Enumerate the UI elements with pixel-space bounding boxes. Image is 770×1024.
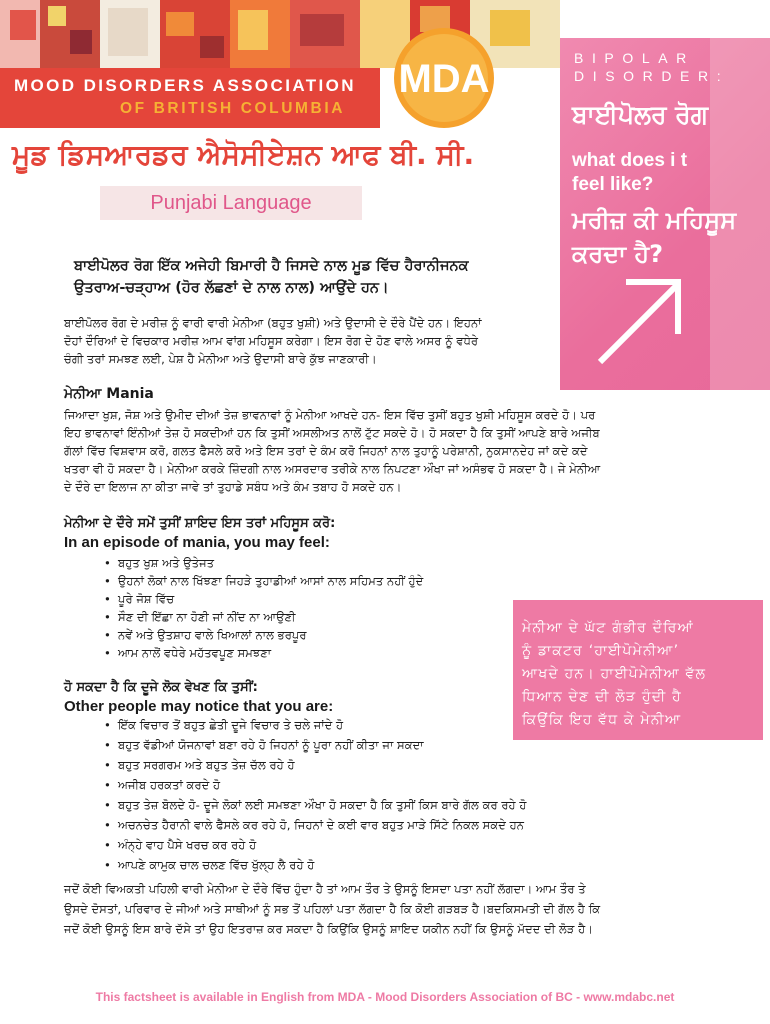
mania-heading: ਮੇਨੀਆ Mania: [64, 386, 154, 402]
bullet-icon: •: [104, 858, 111, 872]
callout-line: ਕਿਉਂਕਿ ਇਹ ਵੱਧ ਕੇ ਮੇਨੀਆ: [522, 712, 682, 728]
callout-line: ਮੇਨੀਆ ਦੇ ਘੱਟ ਗੰਭੀਰ ਦੌਰਿਆਂ: [522, 620, 695, 636]
bullet-icon: •: [104, 718, 111, 732]
mda-logo-text: MDA: [398, 57, 490, 101]
arrow-icon: [590, 270, 690, 370]
footer-note: This factsheet is available in English from MDA - Mood Disorders Association of BC - www.mdabc.net: [95, 990, 675, 1004]
bullet-icon: •: [104, 646, 111, 660]
list-item: ਬਹੁਤ ਖੁਸ਼ ਅਤੇ ਉਤੇਜਤ: [118, 556, 215, 570]
para3-line: ਜਦੋਂ ਕੋਈ ਵਿਅਕਤੀ ਪਹਿਲੀ ਵਾਰੀ ਮੇਨੀਆ ਦੇ ਦੌਰੇ ਵਿੱਚ ਹੁੰਦਾ ਹੈ ਤਾਂ ਆਮ ਤੌਰ ਤੇ ਉਸਨੂੰ ਇਸਦਾ ਪਤਾ ਨਹੀਂ ਲੱਗਦਾ। ਆਮ ਤੌਰ ਤੇ: [64, 882, 586, 896]
para1-line: ਬਾਈਪੋਲਰ ਰੋਗ ਦੇ ਮਰੀਜ਼ ਨੂੰ ਵਾਰੀ ਵਾਰੀ ਮੇਨੀਆ (ਬਹੁਤ ਖੁਸ਼ੀ) ਅਤੇ ਉਦਾਸੀ ਦੇ ਦੌਰੇ ਪੈਂਦੇ ਹਨ। ਇਹਨਾਂ: [64, 316, 482, 330]
para2-line: ਜਿਆਦਾ ਖੁਸ਼, ਜੋਸ਼ ਅਤੇ ਉਮੀਦ ਦੀਆਂ ਤੇਜ਼ ਭਾਵਨਾਵਾਂ ਨੂੰ ਮੇਨੀਆ ਆਖਦੇ ਹਨ- ਇਸ ਵਿੱਚ ਤੁਸੀਂ ਬਹੁਤ ਖੁਸ਼ੀ ਮਹਿਸੂਸ ਕਰਦੇ ਹੋ। ਪਰ: [64, 408, 596, 422]
para3-line: ਉਸਦੇ ਦੋਸਤਾਂ, ਪਰਿਵਾਰ ਦੇ ਜੀਆਂ ਅਤੇ ਸਾਥੀਆਂ ਨੂੰ ਸਭ ਤੋਂ ਪਹਿਲਾਂ ਪਤਾ ਲੱਗਦਾ ਹੈ ਕਿ ਕੋਈ ਗੜਬੜ ਹੈ।ਬਦਕਿਸਮਤੀ ਦੀ ਗੱਲ ਹੈ ਕਿ: [64, 902, 601, 916]
bullet-icon: •: [104, 556, 111, 570]
list-item: ਅਚਨਚੇਤ ਹੈਰਾਨੀ ਵਾਲੇ ਫੈਸਲੇ ਕਰ ਰਹੇ ਹੋ, ਜਿਹਨਾਂ ਦੇ ਕਈ ਵਾਰ ਬਹੁਤ ਮਾੜੇ ਸਿੱਟੇ ਨਿਕਲ ਸਕਦੇ ਹਨ: [118, 818, 524, 832]
para2-line: ਖਤਰਾ ਵੀ ਹੋ ਸਕਦਾ ਹੈ। ਮੇਨੀਆ ਕਰਕੇ ਜ਼ਿੰਦਗੀ ਨਾਲ ਅਸਰਦਾਰ ਤਰੀਕੇ ਨਾਲ ਨਿਪਟਣਾ ਔਖਾ ਜਾਂ ਅਸੰਭਵ ਹੋ ਸਕਦਾ ਹੈ। ਜੇ ਮੇਨੀਆ: [64, 462, 601, 476]
list-item: ਇੱਕ ਵਿਚਾਰ ਤੋਂ ਬਹੁਤ ਛੇਤੀ ਦੂਜੇ ਵਿਚਾਰ ਤੇ ਚਲੇ ਜਾਂਦੇ ਹੋ: [118, 718, 344, 732]
org-name-line2: OF BRITISH COLUMBIA: [120, 100, 346, 117]
para3-line: ਜਦੋਂ ਕੋਈ ਉਸਨੂੰ ਇਸ ਬਾਰੇ ਦੱਸੇ ਤਾਂ ਉਹ ਇਤਰਾਜ਼ ਕਰ ਸਕਦਾ ਹੈ ਕਿਉਂਕਿ ਉਸਨੂੰ ਸ਼ਾਇਦ ਯਕੀਨ ਨਹੀਂ ਕਿ ਉਸਨੂੰ ਮੱਦਦ ਦੀ ਲੋੜ ਹੈ।: [64, 922, 594, 936]
intro-line2: ਉਤਰਾਅ-ਚੜ੍ਹਾਅ (ਹੋਰ ਲੱਛਣਾਂ ਦੇ ਨਾਲ ਨਾਲ) ਆਉਂਦੇ ਹਨ।: [74, 280, 389, 296]
list-item: ਬਹੁਤ ਸਰਗਰਮ ਅਤੇ ਬਹੁਤ ਤੇਜ਼ ਚੱਲ ਰਹੇ ਹੋ: [118, 758, 295, 772]
list-item: ਪੂਰੇ ਜੋਸ਼ ਵਿੱਚ: [118, 592, 175, 606]
bipolar-heading-line1: BIPOLAR: [574, 50, 695, 66]
list-item: ਬਹੁਤ ਵੱਡੀਆਂ ਯੋਜਨਾਵਾਂ ਬਣਾ ਰਹੇ ਹੋ ਜਿਹਨਾਂ ਨੂੰ ਪੂਰਾ ਨਹੀਂ ਕੀਤਾ ਜਾ ਸਕਦਾ: [118, 738, 424, 752]
question-english-line2: feel like?: [572, 174, 654, 195]
list-item: ਸੌਣ ਦੀ ਇੱਛਾ ਨਾ ਹੋਣੀ ਜਾਂ ਨੀਂਦ ਨਾ ਆਉਣੀ: [118, 610, 296, 624]
punjabi-org-title: ਮੂਡ ਡਿਸਆਰਡਰ ਐਸੋਸੀਏਸ਼ਨ ਆਫ ਬੀ. ਸੀ.: [12, 138, 475, 171]
others-heading-english: Other people may notice that you are:: [64, 698, 334, 715]
bullet-icon: •: [104, 574, 111, 588]
question-punjabi-line2: ਕਰਦਾ ਹੈ?: [572, 240, 664, 268]
list-item: ਅਜੀਬ ਹਰਕਤਾਂ ਕਰਦੇ ਹੋ: [118, 778, 221, 792]
callout-line: ਧਿਆਨ ਦੇਣ ਦੀ ਲੋੜ ਹੁੰਦੀ ਹੈ: [522, 689, 682, 705]
bipolar-heading-punjabi: ਬਾਈਪੋਲਰ ਰੋਗ: [572, 100, 709, 129]
para1-line: ਚੰਗੀ ਤਰਾਂ ਸਮਝਣ ਲਈ, ਪੇਸ਼ ਹੈ ਮੇਨੀਆ ਅਤੇ ਉਦਾਸੀ ਬਾਰੇ ਕੁੱਝ ਜਾਣਕਾਰੀ।: [64, 352, 377, 366]
list-item: ਨਵੇਂ ਅਤੇ ਉਤਸ਼ਾਹ ਵਾਲੇ ਖਿਆਲਾਂ ਨਾਲ ਭਰਪੂਰ: [118, 628, 307, 642]
callout-line: ਨੂੰ ਡਾਕਟਰ ‘ਹਾਈਪੋਮੇਨੀਆ’: [522, 643, 680, 659]
para1-line: ਦੋਹਾਂ ਦੌਰਿਆਂ ਦੇ ਵਿਚਕਾਰ ਮਰੀਜ਼ ਆਮ ਵਾਂਗ ਮਹਿਸੂਸ ਕਰੇਗਾ। ਇਸ ਰੋਗ ਦੇ ਹੋਣ ਵਾਲੇ ਅਸਰ ਨੂੰ ਵਧੇਰੇ: [64, 334, 479, 348]
bullet-icon: •: [104, 798, 111, 812]
bullet-icon: •: [104, 838, 111, 852]
bullet-icon: •: [104, 778, 111, 792]
bullet-icon: •: [104, 738, 111, 752]
bullet-icon: •: [104, 610, 111, 624]
para2-line: ਗੱਲਾਂ ਵਿੱਚ ਵਿਸ਼ਵਾਸ ਕਰੋ, ਗਲਤ ਫੈਸਲੇ ਕਰੋ ਅਤੇ ਇਸ ਤਰਾਂ ਦੇ ਕੰਮ ਕਰੋ ਜਿਹਨਾਂ ਨਾਲ ਤੁਹਾਨੂੰ ਪਰੇਸ਼ਾਨੀ, ਨੁਕਸਾਨਦੇਹ ਜਾਂ ਕਦੇ ਕਦੇ: [64, 444, 588, 458]
callout-line: ਆਖਦੇ ਹਨ। ਹਾਈਪੋਮੇਨੀਆ ਵੱਲ: [522, 666, 707, 682]
list-item: ਅੰਨ੍ਹੇ ਵਾਹ ਪੈਸੇ ਖਰਚ ਕਰ ਰਹੇ ਹੋ: [118, 838, 257, 852]
question-punjabi-line1: ਮਰੀਜ਼ ਕੀ ਮਹਿਸੂਸ: [572, 206, 737, 234]
bullet-icon: •: [104, 758, 111, 772]
org-name-line1: MOOD DISORDERS ASSOCIATION: [14, 76, 356, 95]
language-label: Punjabi Language: [150, 192, 312, 214]
mda-logo: [392, 26, 496, 130]
others-heading-punjabi: ਹੋ ਸਕਦਾ ਹੈ ਕਿ ਦੂਜੇ ਲੋਕ ਵੇਖਣ ਕਿ ਤੁਸੀਂ:: [64, 680, 258, 695]
bipolar-heading-line2: DISORDER:: [574, 68, 730, 84]
episode-heading-punjabi: ਮੇਨੀਆ ਦੇ ਦੌਰੇ ਸਮੇਂ ਤੁਸੀਂ ਸ਼ਾਇਦ ਇਸ ਤਰਾਂ ਮਹਿਸੂਸ ਕਰੋ:: [64, 516, 336, 531]
bullet-icon: •: [104, 818, 111, 832]
episode-heading-english: In an episode of mania, you may feel:: [64, 534, 330, 551]
para2-line: ਦੇ ਦੌਰੇ ਦਾ ਇਲਾਜ ਨਾ ਕੀਤਾ ਜਾਵੇ ਤਾਂ ਤੁਹਾਡੇ ਸਬੰਧ ਅਤੇ ਕੰਮ ਤਬਾਹ ਹੋ ਸਕਦੇ ਹਨ।: [64, 480, 402, 494]
bullet-icon: •: [104, 592, 111, 606]
question-english-line1: what does i t: [572, 150, 688, 171]
list-item: ਆਪਣੇ ਕਾਮੁਕ ਚਾਲ ਚਲਣ ਵਿੱਚ ਖੁੱਲ੍ਹ ਲੈ ਰਹੇ ਹੋ: [118, 858, 315, 872]
para2-line: ਇਹ ਭਾਵਨਾਵਾਂ ਇੰਨੀਆਂ ਤੇਜ਼ ਹੋ ਸਕਦੀਆਂ ਹਨ ਕਿ ਤੁਸੀਂ ਅਸਲੀਅਤ ਨਾਲੋਂ ਟੁੱਟ ਸਕਦੇ ਹੋ। ਹੋ ਸਕਦਾ ਹੈ ਕਿ ਤੁਸੀਂ ਆਪਣੇ ਬਾਰੇ ਅਜੀਬ: [64, 426, 600, 440]
intro-line1: ਬਾਈਪੋਲਰ ਰੋਗ ਇੱਕ ਅਜੇਹੀ ਬਿਮਾਰੀ ਹੈ ਜਿਸਦੇ ਨਾਲ ਮੂਡ ਵਿੱਚ ਹੈਰਾਨੀਜਨਕ: [74, 258, 469, 274]
list-item: ਉਹਨਾਂ ਲੋਕਾਂ ਨਾਲ ਖਿੱਝਣਾ ਜਿਹੜੇ ਤੁਹਾਡੀਆਂ ਆਸਾਂ ਨਾਲ ਸਹਿਮਤ ਨਹੀਂ ਹੁੰਦੇ: [118, 574, 424, 588]
list-item: ਬਹੁਤ ਤੇਜ਼ ਬੋਲਦੇ ਹੋ- ਦੂਜੇ ਲੋਕਾਂ ਲਈ ਸਮਝਣਾ ਔਖਾ ਹੋ ਸਕਦਾ ਹੈ ਕਿ ਤੁਸੀਂ ਕਿਸ ਬਾਰੇ ਗੱਲ ਕਰ ਰਹੇ ਹੋ: [118, 798, 527, 812]
list-item: ਆਮ ਨਾਲੋਂ ਵਧੇਰੇ ਮਹੱਤਵਪੂਣ ਸਮਝਣਾ: [118, 646, 272, 660]
bullet-icon: •: [104, 628, 111, 642]
